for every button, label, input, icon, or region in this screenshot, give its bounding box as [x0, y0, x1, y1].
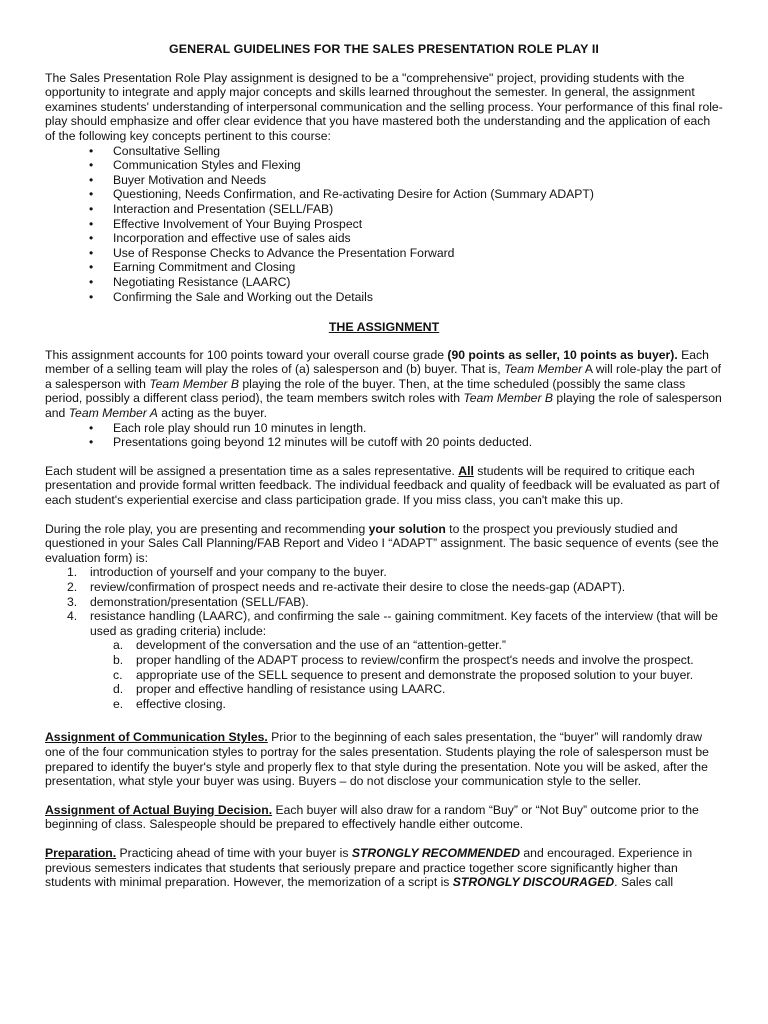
- list-item: • Consultative Selling: [45, 144, 723, 159]
- list-item: • Negotiating Resistance (LAARC): [45, 275, 723, 290]
- list-item: b. proper handling of the ADAPT process to review/confirm the prospect's needs and involve the prospect.: [113, 652, 694, 667]
- assignment-points-paragraph: This assignment accounts for 100 points toward your overall course grade (90 points as seller, 10 points as buyer). Each member of a selling team will play the roles of (a) salesperson and (b) buyer. That is, Team Member A will role-play the part of a salesperson with Team Member B playing the role of the buyer. Then, at the time scheduled (possibly the same class period, possibly a different class period), the team members switch roles with Team Member B playing the role of salesperson and Team Member A acting as the buyer.: [45, 347, 722, 421]
- list-item: • Interaction and Presentation (SELL/FAB): [45, 202, 723, 217]
- grading-facets-list: [45, 638, 723, 711]
- list-item: • Use of Response Checks to Advance the Presentation Forward: [45, 246, 723, 261]
- list-item: e. effective closing.: [113, 696, 226, 711]
- list-item: • Questioning, Needs Confirmation, and Re-activating Desire for Action (Summary ADAPT): [45, 187, 723, 202]
- role-play-paragraph: During the role play, you are presenting and recommending your solution to the prospect you previously studied and questioned in your Sales Call Planning/FAB Report and Video I “ADAPT” assignment. The basic sequence of events (see the evaluation form) is:: [45, 521, 719, 565]
- list-item: d. proper and effective handling of resistance using LAARC.: [113, 682, 446, 697]
- timing-list: [45, 421, 723, 450]
- facets-wrapper: [45, 638, 723, 711]
- buying-decision-paragraph: Assignment of Actual Buying Decision. Each buyer will also draw for a random “Buy” or “Not Buy” outcome prior to the beginning of class. Salespeople should be prepared to effectively handle either outcome.: [45, 802, 699, 832]
- list-item: 3. demonstration/presentation (SELL/FAB).: [67, 594, 309, 609]
- assignment-heading: THE ASSIGNMENT: [328, 320, 440, 335]
- list-item: • Effective Involvement of Your Buying Prospect: [45, 217, 723, 232]
- list-item: • Confirming the Sale and Working out the Details: [45, 290, 723, 305]
- sequence-list: [45, 565, 723, 711]
- list-item: 2. review/confirmation of prospect needs and re-activate their desire to close the needs-gap (ADAPT).: [67, 580, 626, 594]
- list-item: • Earning Commitment and Closing: [45, 260, 723, 275]
- list-item: • Incorporation and effective use of sales aids: [45, 231, 723, 246]
- list-item: • Communication Styles and Flexing: [45, 158, 723, 173]
- list-item: 1. introduction of yourself and your company to the buyer.: [67, 565, 387, 580]
- list-item: 4. resistance handling (LAARC), and confirming the sale -- gaining commitment. Key facets of the interview (that will be used as grading criteria) include: a. development of the conversation and the use of an “attention-getter.” b. proper handling of the ADAPT process to review/confirm the prospect's needs and involve the prospect. c. appropriate use of the SELL sequence to present and demonstrate the proposed solution to your buyer. d. proper and effective handling of resistance using LAARC. e. effective closing.: [45, 609, 723, 711]
- key-concepts-list: [45, 144, 723, 305]
- preparation-paragraph: Preparation. Practicing ahead of time with your buyer is STRONGLY RECOMMENDED and encouraged. Experience in previous semesters indicates that students that seriously prepare and practice together score significantly higher than students with minimal preparation. However, the memorization of a script is STRONGLY DISCOURAGED. Sales call: [45, 845, 693, 890]
- list-item: • Buyer Motivation and Needs: [45, 173, 723, 188]
- intro-paragraph: The Sales Presentation Role Play assignment is designed to be a "comprehensive" project, providing students with the opportunity to integrate and apply major concepts and skills learned throughout the semester. In general, the assignment examines students' understanding of interpersonal communication and the selling process. Your performance of this final role-play should emphasize and offer clear evidence that you have mastered both the understanding and the application of each of the following key concepts pertinent to this course:: [45, 70, 723, 143]
- list-item: a. development of the conversation and the use of an “attention-getter.”: [113, 638, 506, 653]
- document-title: GENERAL GUIDELINES FOR THE SALES PRESENTATION ROLE PLAY II: [169, 42, 599, 56]
- list-item: • Each role play should run 10 minutes in length.: [45, 421, 723, 436]
- critique-paragraph: Each student will be assigned a presentation time as a sales representative. All students will be required to critique each presentation and provide formal written feedback. The individual feedback and quality of feedback will be evaluated as part of each student's experiential exercise and class participation grade. If you miss class, you can't make this up.: [45, 463, 720, 508]
- list-item: • Presentations going beyond 12 minutes will be cutoff with 20 points deducted.: [45, 435, 723, 450]
- communication-styles-paragraph: Assignment of Communication Styles. Prior to the beginning of each sales presentation, the “buyer” will randomly draw one of the four communication styles to portray for the sales presentation. Students playing the role of salesperson must be prepared to identify the buyer's style and properly flex to that style during the presentation. Note you will be asked, after the presentation, what style your buyer was using. Buyers – do not disclose your communication style to the seller.: [45, 730, 709, 789]
- list-item: c. appropriate use of the SELL sequence to present and demonstrate the proposed solution to your buyer.: [113, 667, 694, 682]
